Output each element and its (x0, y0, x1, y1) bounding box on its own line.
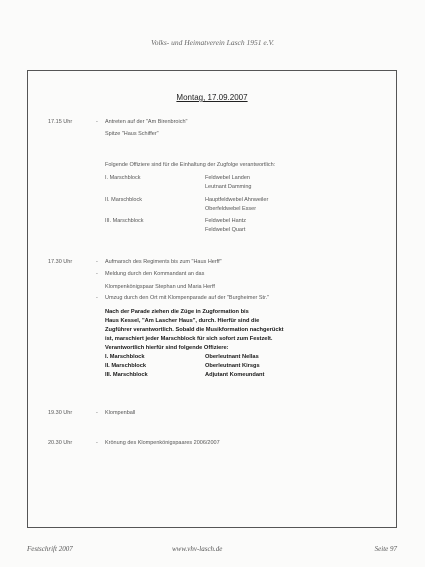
program-frame (27, 70, 397, 528)
time-2030: 20.30 Uhr (48, 440, 73, 446)
time-1715: 17.15 Uhr (48, 119, 73, 125)
parade-text-line: Nach der Parade ziehen die Züge in Zugformation bis (105, 309, 249, 315)
item-klompenball: Klompenball (105, 410, 136, 416)
officer-3a: Feldwebel Hantz (205, 218, 246, 224)
unit-3: III. Marschblock (105, 218, 144, 224)
time-1930: 19.30 Uhr (48, 410, 73, 416)
dash-bullet: - (96, 440, 98, 446)
parade-text-line: ist, marschiert jeder Marschblock für sich sofort zum Festzelt. (105, 336, 273, 342)
footer-left: Festschrift 2007 (27, 545, 73, 553)
officer-3b: Feldwebel Quart (205, 227, 246, 233)
footer-url: www.vhv-lasch.de (172, 545, 223, 553)
item-kroenung: Krönung des Klompenkönigspaares 2006/2007 (105, 440, 220, 446)
item-spitze: Spitze "Haus Schiffer" (105, 131, 159, 137)
officer-unit-2: II. Marschblock (105, 363, 147, 369)
dash-bullet: - (96, 410, 98, 416)
unit-1: I. Marschblock (105, 175, 141, 181)
officer-name-1: Oberleutnant Nellas (205, 354, 259, 360)
officer-1a: Feldwebel Landen (205, 175, 250, 181)
officer-unit-1: I. Marschblock (105, 354, 145, 360)
unit-2: II. Marschblock (105, 197, 142, 203)
parade-text-line: Zugführer verantwortlich. Sobald die Musikformation nachgerückt (105, 327, 284, 333)
day-title: Montag, 17.09.2007 (176, 93, 248, 102)
time-1730: 17.30 Uhr (48, 259, 73, 265)
dash-bullet: - (96, 271, 98, 277)
officer-unit-3: III. Marschblock (105, 372, 148, 378)
item-koenigspaar: Klompenkönigspaar Stephan und Maria Herff (105, 284, 215, 290)
footer-page: Seite 97 (374, 545, 397, 553)
item-meldung: Meldung durch den Kommandant an das (105, 271, 205, 277)
officer-name-3: Adjutant Komeundant (205, 372, 265, 378)
parade-text-line: Verantwortlich hierfür sind folgende Offiziere: (105, 345, 229, 351)
officer-2a: Hauptfeldwebel Ahnweiler (205, 197, 269, 203)
item-umzug: Umzug durch den Ort mit Klompenparade auf der "Burgheimer Str." (105, 295, 270, 301)
item-aufmarsch: Aufmarsch des Regiments bis zum "Haus Herff" (105, 259, 222, 265)
dash-bullet: - (96, 259, 98, 265)
officers-intro: Folgende Offiziere sind für die Einhaltung der Zugfolge verantwortlich: (105, 162, 276, 168)
officer-name-2: Oberleutnant Kirsgs (205, 363, 260, 369)
officer-2b: Oberfeldwebel Esser (205, 206, 257, 212)
dash-bullet: - (96, 295, 98, 301)
parade-text-line: Haus Kessel, "Am Lascher Haus", durch. Hierfür sind die (105, 318, 260, 324)
item-antreten: Antreten auf der "Am Birenbroich" (105, 119, 188, 125)
dash-bullet: - (96, 119, 98, 125)
page-header: Volks- und Heimatverein Lasch 1951 e.V. (150, 38, 275, 47)
officer-1b: Leutnant Damming (205, 184, 252, 190)
